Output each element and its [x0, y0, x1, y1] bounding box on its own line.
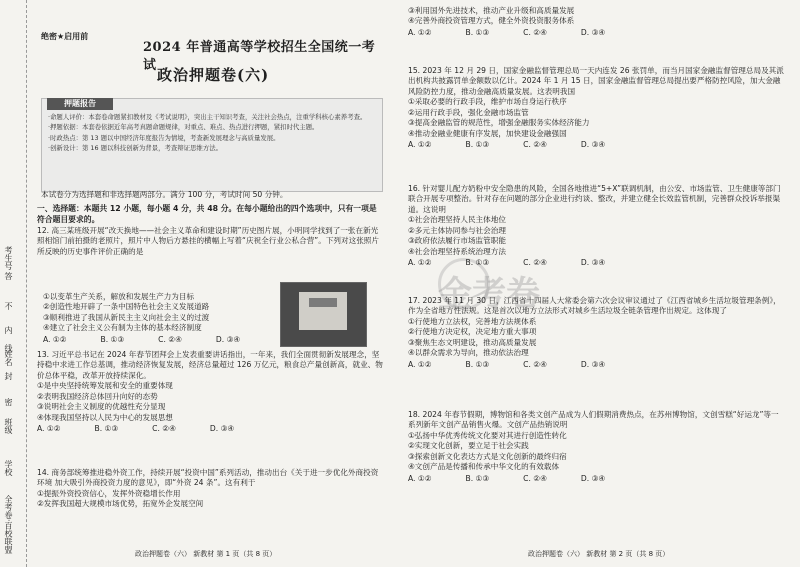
option-item: ②发挥我国超大规模市场优势，拓宽外企发展空间 [37, 499, 204, 509]
exam-subtitle: 政治押题卷(六) [157, 66, 270, 84]
option-item: ④社会治理坚持系统治理方法 [408, 246, 506, 256]
choice-b: B. ①③ [465, 473, 490, 483]
watermark-text: 金考卷 [438, 274, 540, 314]
choice-c: C. ②④ [158, 334, 182, 344]
choice-c: C. ②④ [523, 359, 547, 369]
option-item: ①以变革生产关系，解放和发展生产力为目标 [43, 292, 195, 301]
option-item: ③利用国外先进技术，推动产业升级和高质量发展 [408, 6, 575, 15]
option-item: ③探索创新文化表达方式是文化创新的最终归宿 [408, 451, 567, 461]
option-item: ③提高金融监管的规范性，增强金融服务实体经济能力 [408, 118, 590, 128]
question-12-options [43, 292, 273, 345]
report-label: 押题报告 [47, 98, 113, 110]
choice-b: B. ①③ [94, 424, 119, 434]
option-item: ①是中央坚持统筹发展和安全的重要体现 [37, 381, 173, 391]
choice-d: D. ③④ [215, 334, 241, 344]
choice-d: D. ③④ [580, 140, 606, 150]
question-stem: 16. 针对婴儿配方奶粉中安全隐患的风险，全国各地推进“5+X”联调机制，由公安、市场监管、卫生健康等部门联合开展专项整治。针对存在问题的部分企业进行约谈、整改，并建立健全长效监管机制，完善群众投诉举报渠道。这说明 [408, 184, 781, 214]
binding-label-school: 学校 [4, 460, 13, 476]
option-item: ④体现我国坚持以人民为中心的发展思想 [37, 412, 173, 422]
option-item: ①采取必要的行政手段，维护市场自身运行秩序 [408, 97, 567, 107]
question-18 [408, 410, 786, 484]
option-item: ①弘扬中华优秀传统文化要对其进行创造性转化 [408, 430, 567, 440]
secret-label: 绝密★启用前 [41, 32, 89, 41]
question-12 [37, 226, 383, 257]
choice-b: B. ①③ [465, 258, 490, 268]
question-16 [408, 184, 786, 269]
choice-row [408, 360, 786, 370]
choice-a: A. ①② [43, 334, 67, 344]
option-item: ①行使地方立法权，完善地方法规体系 [408, 316, 537, 326]
option-item: ②表明我国经济总体回升向好的态势 [37, 391, 158, 401]
option-item: ②实现文化创新，要立足于社会实践 [408, 441, 529, 451]
section-title: 一、选择题：本题共 12 小题，每小题 4 分，共 48 分。在每小题给出的四个选项中，只有一项是符合题目要求的。 [37, 204, 377, 224]
question-14 [37, 468, 383, 510]
binding-label-answer: 答 [4, 272, 13, 280]
choice-row [408, 28, 786, 38]
choice-a: A. ①② [408, 27, 432, 37]
choice-a: A. ①② [408, 258, 432, 268]
choice-b: B. ①③ [100, 334, 125, 344]
exam-title: 2024 年普通高等学校招生全国统一考试 [143, 40, 376, 73]
choice-row [408, 140, 786, 150]
option-item: ④建立了社会主义公有制为主体的基本经济制度 [43, 323, 202, 333]
option-item: ①提振外资投资信心，发挥外资稳增长作用 [37, 488, 181, 498]
photo-banner [309, 298, 337, 307]
option-item: ③说明社会主义制度的优越性充分显现 [37, 402, 166, 412]
question-stem: 14. 商务部统筹推进稳外资工作，持续开展“投资中国”系列活动，推动出台《关于进一步优化外商投资环境 加大吸引外商投资力度的意见》，即“外资 24 条”。这有利于 [37, 468, 379, 488]
option-item: ③聚焦生态文明建设，推动高质量发展 [408, 337, 537, 347]
choice-d: D. ③④ [580, 258, 606, 268]
report-line: ·押题依据：本套卷依据近年高考真题命题规律，对重点、难点、热点进行押题，紧扣时代主题。 [48, 123, 319, 132]
option-item: ②创造性地开辟了一条中国特色社会主义发展道路 [43, 302, 210, 312]
choice-row [408, 258, 786, 268]
option-item: ④完善外商投资管理方式，健全外资投资服务体系 [408, 16, 575, 26]
option-item: ②多元主体协同参与社会治理 [408, 225, 506, 235]
choice-c: C. ②④ [523, 140, 547, 150]
exam-intro: 本试卷分为选择题和非选择题两部分。满分 100 分，考试时间 50 分钟。 [41, 190, 288, 199]
question-17 [408, 296, 786, 370]
question-stem: 12. 高三某班级开展“改天换地——社会主义革命和建设时期”历史图片展，小明同学找到了一张在新光照相馆门前拍摄的老照片，照片中人物后方悬挂的横幅上写着“庆祝全行业公私合营”。下列对这张照片所反映的历史事件评价正确的是 [37, 226, 379, 256]
choice-d: D. ③④ [580, 473, 606, 483]
option-item: ④以群众需求为导向，推动依法治理 [408, 348, 529, 358]
report-line: ·命题人评价：本套卷命题紧扣教材及《考试说明》，突出主干知识考查，关注社会热点，注重学科核心素养考查。 [48, 113, 367, 121]
question-stem: 13. 习近平总书记在 2024 年春节团拜会上发表重要讲话指出，一年来，我们全面贯彻新发展理念，坚持稳中求进工作总基调，推动经济恢复发展，经济总量超过 126 万亿元，粮食总产量创新高，就业、物价总体平稳，改革开放持续深化。 [37, 350, 383, 380]
option-item: ②行使地方决定权，决定地方重大事项 [408, 327, 537, 337]
option-item: ④文创产品是传播和传承中华文化的有效载体 [408, 462, 560, 472]
report-line: ·时政热点：第 13 题以中国经济年度报告为情境，考查新发展理念与高质量发展。 [48, 133, 280, 142]
page-footer-left: 政治押题卷（六） 新教材 第 1 页（共 8 页） [135, 550, 277, 558]
choice-row [37, 424, 383, 434]
binding-label-inside: 内 [4, 326, 13, 334]
choice-a: A. ①② [408, 473, 432, 483]
binding-label-line: 线 [4, 344, 13, 352]
choice-c: C. ②④ [523, 27, 547, 37]
option-item: ②运用行政手段，强化金融市场监管 [408, 107, 529, 117]
question-13 [37, 350, 383, 435]
choice-b: B. ①③ [465, 140, 490, 150]
question-stem: 18. 2024 年春节假期，博物馆和各类文创产品成为人们假期消费热点，在苏州博物馆，文创雪糕“好运龙”等一系列新年文创产品销售火爆。文创产品热销说明 [408, 410, 779, 430]
choice-a: A. ①② [37, 424, 61, 434]
report-lines [48, 113, 378, 154]
question-stem: 15. 2023 年 12 月 29 日，国家金融监督管理总局一天内连发 26 张罚单，而当月国家金融监督管理总局及其派出机构共披露罚单金额数以亿计。2024 年 1 月 15 日，国家金融监督管理总局提出要严格防控风险，加大金融风险防控力度，推动金融高质量发展。这表明我国 [408, 66, 784, 96]
choice-c: C. ②④ [523, 473, 547, 483]
question-14-continued [408, 6, 786, 38]
report-box [41, 98, 383, 192]
binding-label-secret: 密 [4, 398, 13, 406]
choice-c: C. ②④ [523, 258, 547, 268]
choice-b: B. ①③ [465, 359, 490, 369]
report-line: ·创新设计：第 16 题以科技创新为背景，考查辩证思维方法。 [48, 143, 222, 152]
choice-d: D. ③④ [209, 424, 235, 434]
choice-a: A. ①② [408, 359, 432, 369]
choice-d: D. ③④ [580, 359, 606, 369]
question-15 [408, 66, 786, 151]
option-item: ④推动金融业健康有序发展，加快建设金融强国 [408, 128, 567, 138]
binding-label-seal: 封 [4, 372, 13, 380]
choice-c: C. ②④ [152, 424, 176, 434]
binding-label-class: 班级 [4, 418, 13, 434]
binding-label-brand: 全考卷·百校联盟 [4, 495, 13, 554]
choice-a: A. ①② [408, 140, 432, 150]
option-item: ①社会治理坚持人民主体地位 [408, 215, 506, 225]
binding-label-candidate-no: 考生号 [4, 246, 13, 270]
option-item: ③政府依法履行市场监管职能 [408, 236, 506, 246]
choice-b: B. ①③ [465, 27, 490, 37]
option-item: ③顺利推进了我国从新民主主义向社会主义的过渡 [43, 312, 210, 322]
page-footer-right: 政治押题卷（六） 新教材 第 2 页（共 8 页） [528, 550, 670, 558]
historical-photo [280, 282, 367, 347]
binding-label-name: 姓名 [4, 350, 13, 366]
choice-d: D. ③④ [580, 27, 606, 37]
question-stem: 17. 2023 年 11 月 30 日，江西省十四届人大常委会第六次会议审议通过了《江西省城乡生活垃圾管理条例》，作为全省地方性法规。这是首次以地方立法形式对城乡生活垃圾全链条管理作出规定。这体现了 [408, 296, 781, 316]
binding-strip [0, 0, 27, 567]
choice-row [43, 335, 273, 345]
binding-label-no: 不 [4, 302, 13, 310]
choice-row [408, 474, 786, 484]
